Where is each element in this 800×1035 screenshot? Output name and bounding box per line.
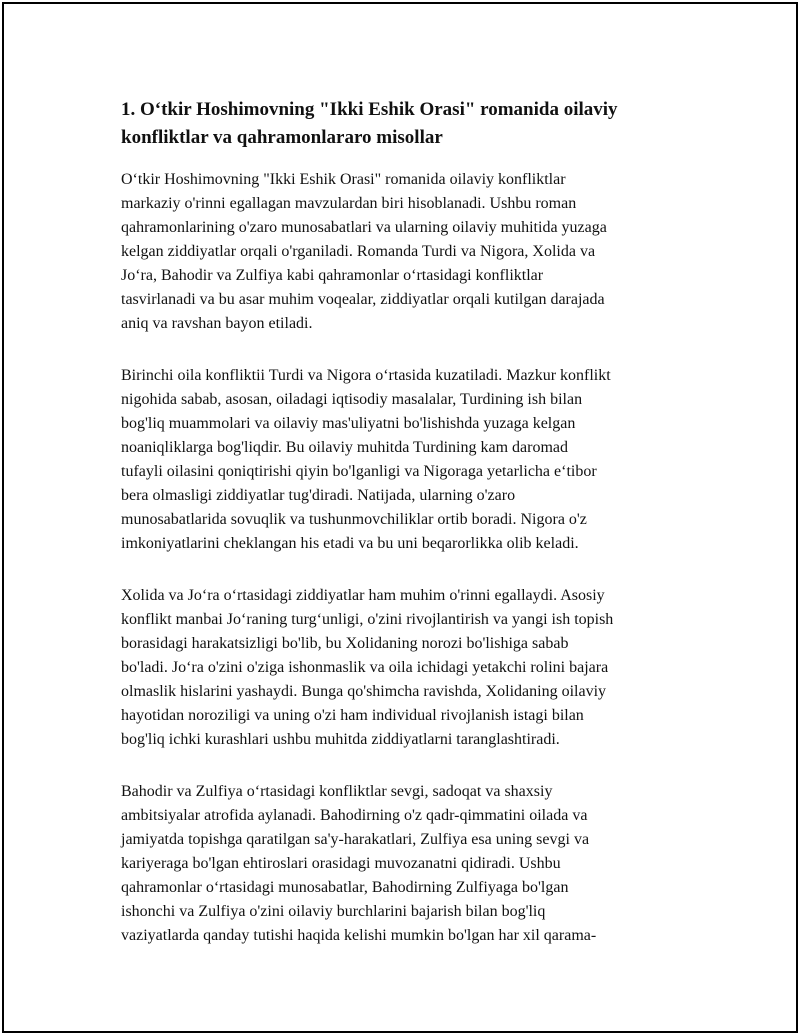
text-line: ambitsiyalar atrofida aylanadi. Bahodirning o'z qadr-qimmatini oilada va: [121, 807, 588, 824]
text-line: kariyeraga bo'lgan ehtiroslari orasidagi muvozanatni qidiradi. Ushbu: [121, 855, 561, 872]
text-line: qahramonlarining o'zaro munosabatlari va ularning oilaviy muhitida yuzaga: [121, 219, 607, 236]
heading-line: konfliktlar va qahramonlararo misollar: [121, 127, 443, 148]
document-body: [121, 96, 701, 976]
paragraph-1: [121, 168, 701, 336]
text-line: tasvirlanadi va bu asar muhim voqealar, ziddiyatlar orqali kutilgan darajada: [121, 291, 605, 308]
text-line: Xolida va Jo‘ra o‘rtasidagi ziddiyatlar ham muhim o'rinni egallaydi. Asosiy: [121, 587, 605, 604]
text-line: bo'ladi. Jo‘ra o'zini o'ziga ishonmaslik va oila ichidagi yetakchi rolini bajara: [121, 659, 609, 676]
text-line: Jo‘ra, Bahodir va Zulfiya kabi qahramonlar o‘rtasidagi konfliktlar: [121, 267, 544, 284]
text-line: ishonchi va Zulfiya o'zini oilaviy burchlarini bajarish bilan bog'liq: [121, 903, 546, 920]
text-line: jamiyatda topishga qaratilgan sa'y-harakatlari, Zulfiya esa uning sevgi va: [121, 831, 590, 848]
text-line: aniq va ravshan bayon etiladi.: [121, 315, 313, 332]
text-line: markaziy o'rinni egallagan mavzulardan biri hisoblanadi. Ushbu roman: [121, 195, 577, 212]
text-line: hayotidan noroziligi va uning o'zi ham individual rivojlanish istagi bilan: [121, 707, 584, 724]
paragraph-4: [121, 780, 701, 948]
text-line: noaniqliklarga bog'liqdir. Bu oilaviy muhitda Turdining kam daromad: [121, 439, 568, 456]
paragraph-3: [121, 584, 701, 752]
text-line: bog'liq muammolari va oilaviy mas'uliyatni bo'lishishda yuzaga kelgan: [121, 415, 576, 432]
text-line: bog'liq ichki kurashlari ushbu muhitda ziddiyatlarni taranglashtiradi.: [121, 731, 560, 748]
text-line: nigohida sabab, asosan, oiladagi iqtisodiy masalalar, Turdining ish bilan: [121, 391, 583, 408]
text-line: qahramonlar o‘rtasidagi munosabatlar, Bahodirning Zulfiyaga bo'lgan: [121, 879, 569, 896]
section-heading: [121, 96, 701, 152]
text-line: imkoniyatlarini cheklangan his etadi va bu uni beqarorlikka olib keladi.: [121, 535, 579, 552]
page-frame: [2, 2, 798, 1033]
heading-line: 1. O‘tkir Hoshimovning "Ikki Eshik Orasi" romanida oilaviy: [121, 99, 618, 120]
text-line: Bahodir va Zulfiya o‘rtasidagi konfliktlar sevgi, sadoqat va shaxsiy: [121, 783, 553, 800]
text-line: kelgan ziddiyatlar orqali o'rganiladi. Romanda Turdi va Nigora, Xolida va: [121, 243, 596, 260]
text-line: konflikt manbai Jo‘raning turg‘unligi, o'zini rivojlantirish va yangi ish topish: [121, 611, 614, 628]
text-line: O‘tkir Hoshimovning "Ikki Eshik Orasi" romanida oilaviy konfliktlar: [121, 171, 566, 188]
text-line: munosabatlarida sovuqlik va tushunmovchiliklar ortib boradi. Nigora o'z: [121, 511, 587, 528]
text-line: borasidagi harakatsizligi bo'lib, bu Xolidaning norozi bo'lishiga sabab: [121, 635, 569, 652]
paragraph-2: [121, 364, 701, 556]
text-line: vaziyatlarda qanday tutishi haqida kelishi mumkin bo'lgan har xil qarama-: [121, 927, 597, 944]
text-line: Birinchi oila konfliktii Turdi va Nigora o‘rtasida kuzatiladi. Mazkur konflikt: [121, 367, 611, 384]
text-line: olmaslik hislarini yashaydi. Bunga qo'shimcha ravishda, Xolidaning oilaviy: [121, 683, 607, 700]
text-line: bera olmasligi ziddiyatlar tug'diradi. Natijada, ularning o'zaro: [121, 487, 516, 504]
text-line: tufayli oilasini qoniqtirishi qiyin bo'lganligi va Nigoraga yetarlicha e‘tibor: [121, 463, 597, 480]
